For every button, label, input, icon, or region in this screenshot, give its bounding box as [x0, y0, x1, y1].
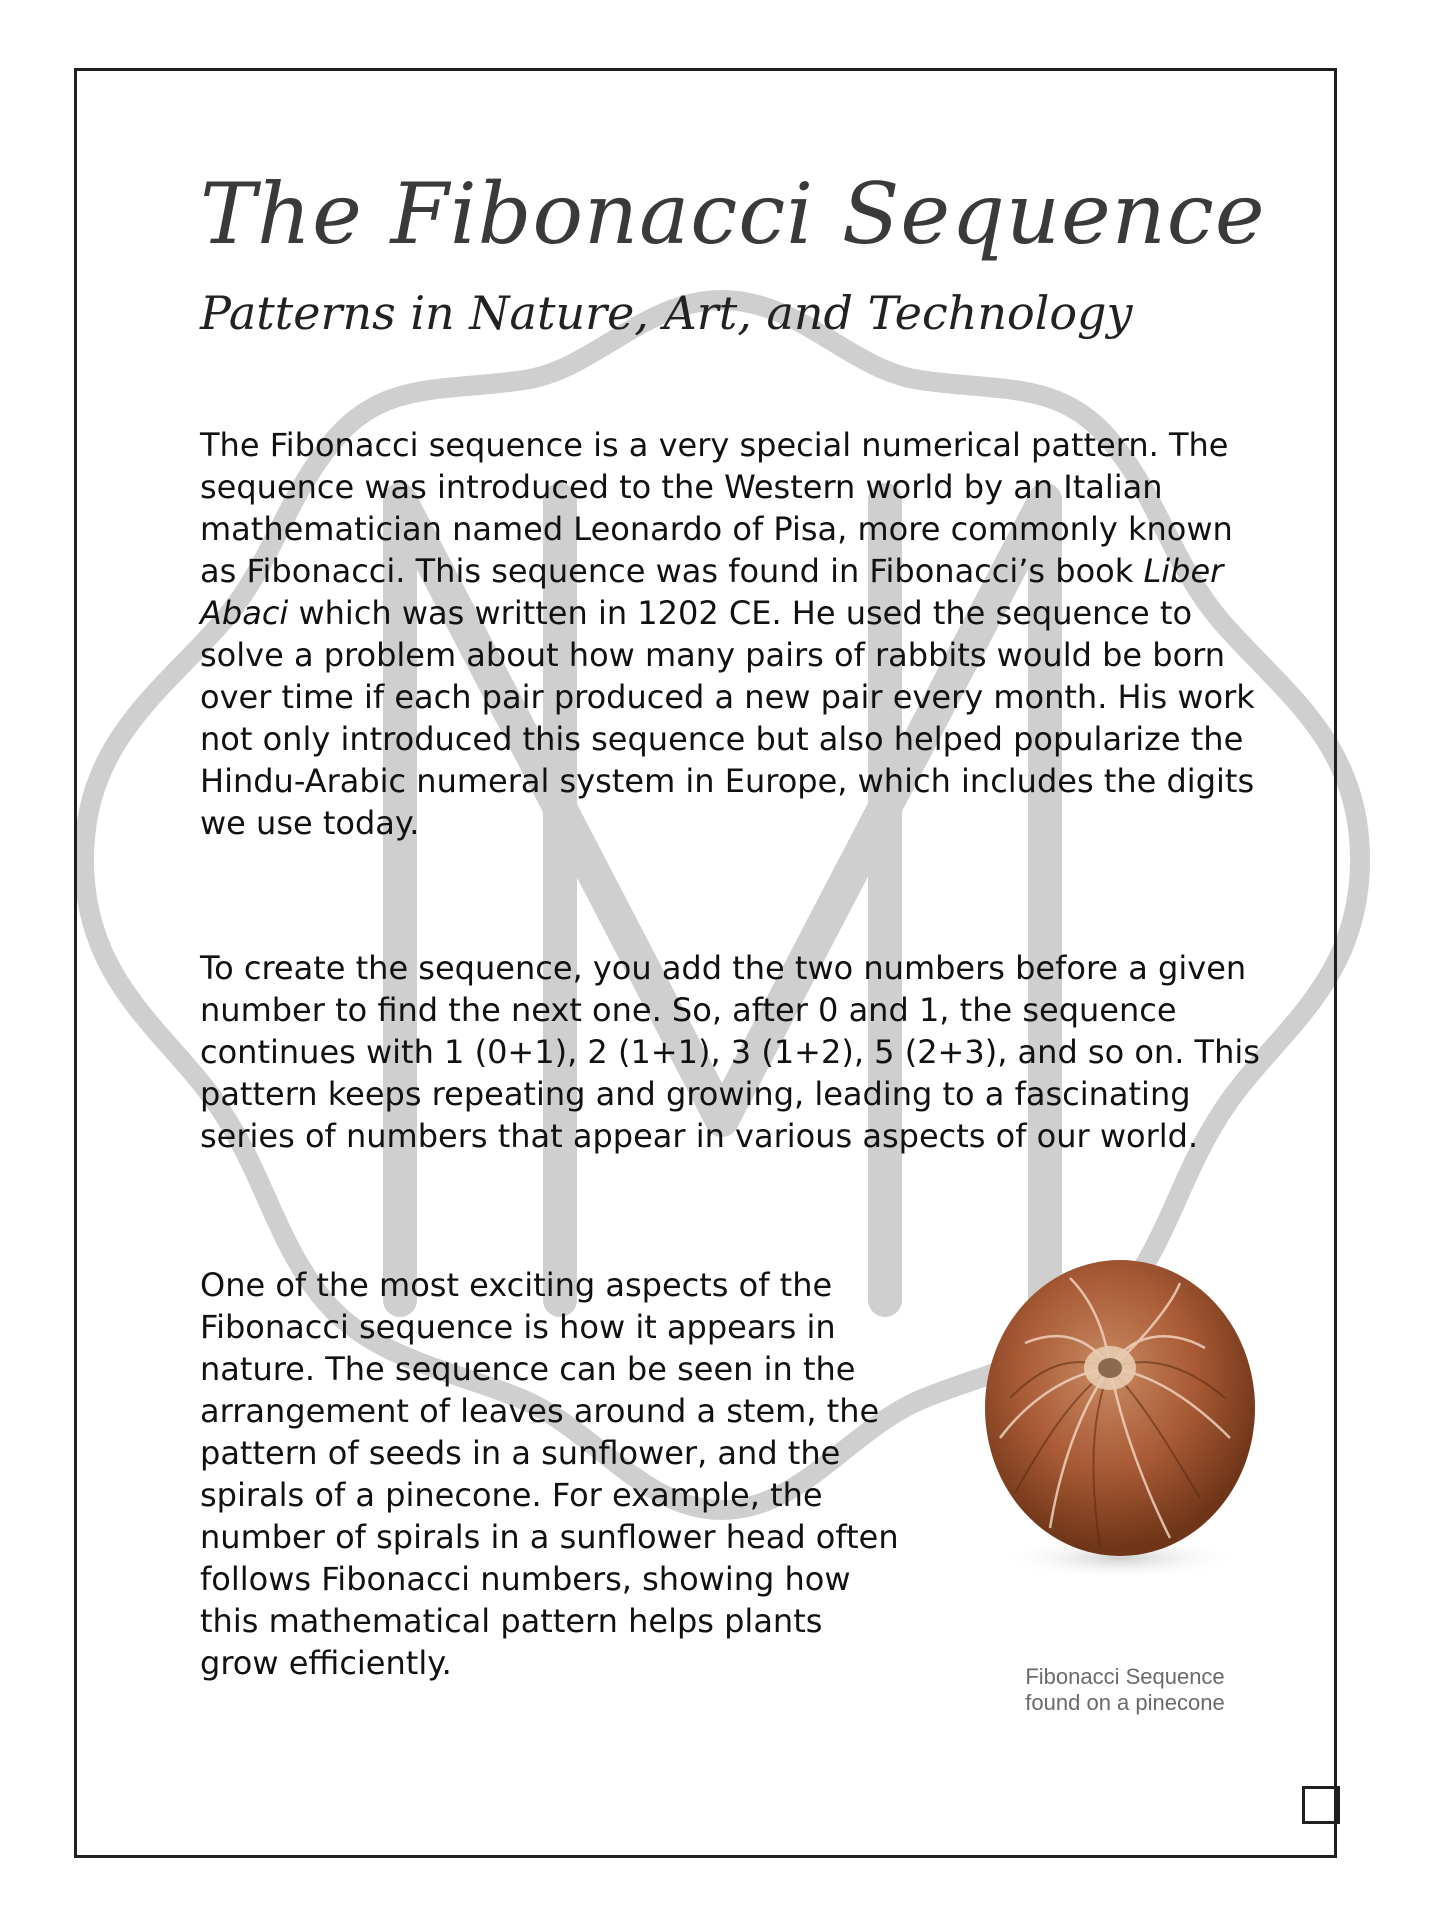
nature-paragraph: One of the most exciting aspects of the Fibonacci sequence is how it appears in nature. The sequence can be seen in the arrangement of leaves around a stem, the pattern of seeds in a sunflower, and the spirals of a pinecone. For example, the number of spirals in a sunflower head often follows Fibonacci numbers, showing how this mathematical pattern helps plants grow efficiently.: [200, 1266, 899, 1682]
image-caption: Fibonacci Sequence found on a pinecone: [1025, 1664, 1225, 1715]
page-title: The Fibonacci Sequence: [200, 165, 1266, 263]
pinecone-image: [970, 1258, 1270, 1588]
intro-text-start: The Fibonacci sequence is a very special numerical pattern. The sequence was introduced to the Western world by an Italian mathematician named Leonardo of Pisa, more commonly known as Fibonacci. This sequence was found in Fibonacci’s book: [200, 426, 1233, 590]
intro-text-end: which was written in 1202 CE. He used the sequence to solve a problem about how many pairs of rabbits would be born over time if each pair produced a new pair every month. His work not only introduced this sequence but also helped popularize the Hindu-Arabic numeral system in Europe, which includes the digits we use today.: [200, 594, 1255, 842]
corner-checkbox: [1302, 1786, 1340, 1824]
intro-paragraph: [200, 424, 1260, 844]
book-title: Liber Abaci: [200, 552, 1224, 632]
sequence-paragraph: To create the sequence, you add the two numbers before a given number to find the next one. So, after 0 and 1, the sequence continues with 1 (0+1), 2 (1+1), 3 (1+2), 5 (2+3), and so on. This pattern keeps repeating and growing, leading to a fascinating series of numbers that appear in various aspects of our world.: [200, 949, 1260, 1155]
page-subtitle: Patterns in Nature, Art, and Technology: [200, 286, 1133, 340]
